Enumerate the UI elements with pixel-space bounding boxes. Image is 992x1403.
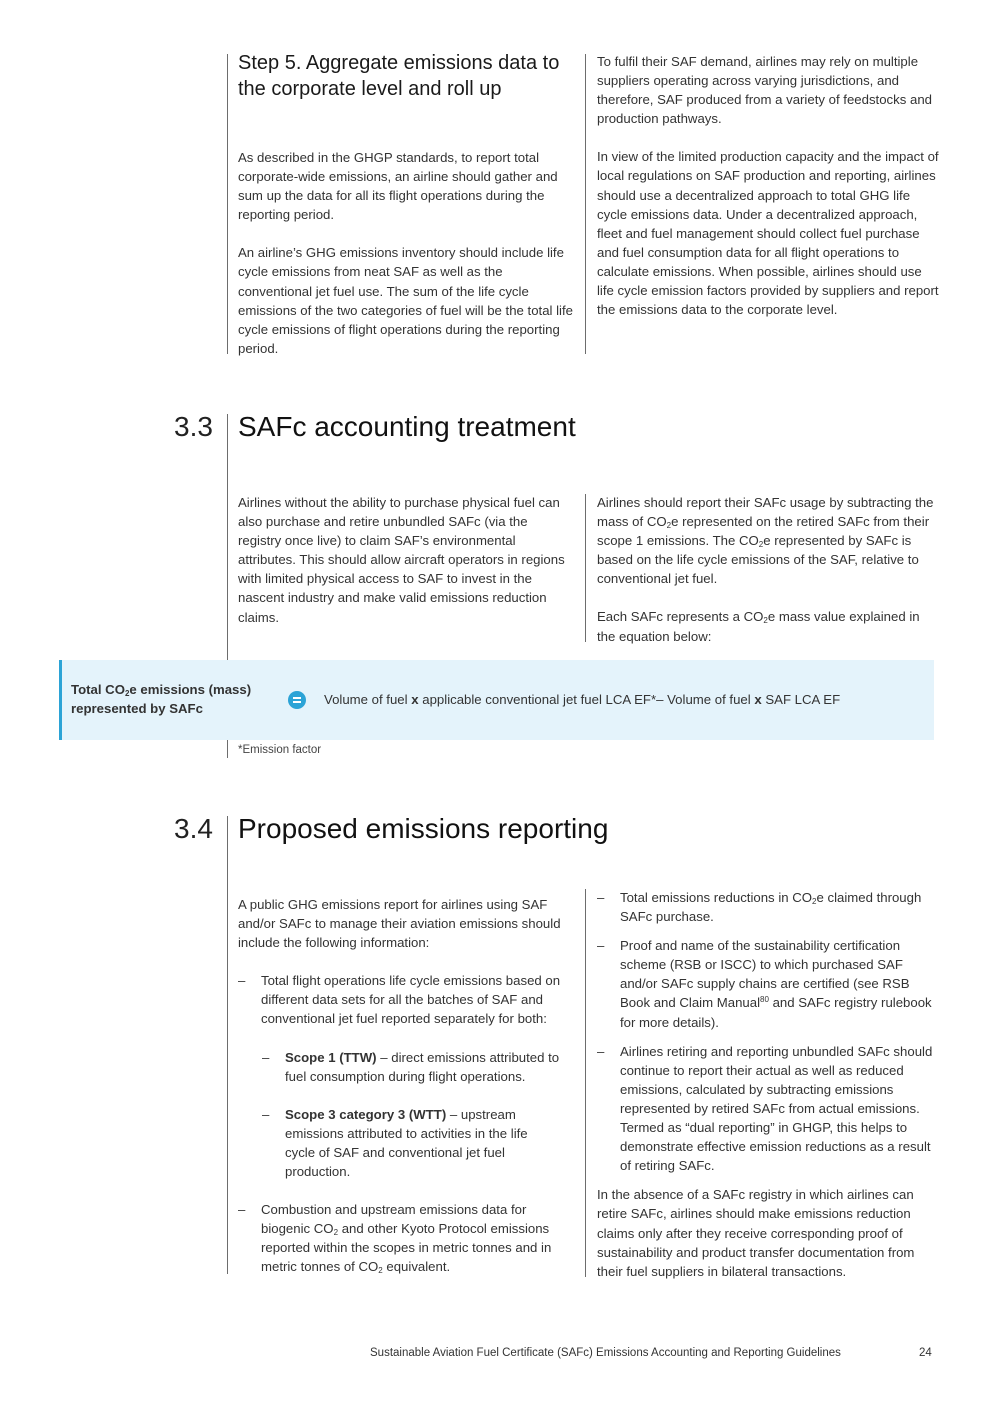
section-number: 3.3 [174, 411, 213, 442]
footnote: *Emission factor [238, 744, 322, 756]
footer-title: Sustainable Aviation Fuel Certificate (SAFc) Emissions Accounting and Reporting Guidelines [370, 1347, 841, 1359]
equation-formula: Volume of fuel x applicable conventional jet fuel LCA EF*– Volume of fuel x SAF LCA EF [324, 692, 841, 707]
section-number: 3.4 [174, 813, 213, 844]
section-title: SAFc accounting treatment [238, 411, 576, 442]
footnote-rule [227, 740, 228, 758]
equation-label: Total $CO_2e$ emissions (mass) represented by SAFc [71, 682, 252, 716]
list-item: – Proof and name of the sustainability certification scheme (RSB or ISCC) to which purchased SAF and/or SAFc supply chains are certified (see RSB Book and Claim Manual$^{80}$ and SAFc registry rulebook for more details). [597, 938, 932, 1030]
step5-heading: Step 5. Aggregate emissions data to the corporate level and roll up [238, 52, 560, 100]
section34-right-rule [585, 889, 586, 1277]
section33-right-rule [585, 494, 586, 642]
paragraph: As described in the GHGP standards, to report total corporate-wide emissions, an airline should gather and sum up the data for all its flight operations during the reporting period. [238, 150, 558, 223]
section33-left-rule [227, 414, 228, 660]
paragraph: A public GHG emissions report for airlines using SAF and/or SAFc to manage their aviation emissions should include the following information: [238, 897, 561, 951]
paragraph: Airlines without the ability to purchase physical fuel can also purchase and retire unbundled SAFc (via the registry once live) to claim SAF’s environmental attributes. This should allow aircraft operators in regions with limited physical access to SAF to invest in the nascent industry and make valid emissions reduction claims. [238, 495, 565, 625]
equation-box [59, 660, 934, 740]
section-title: Proposed emissions reporting [238, 813, 609, 844]
equals-icon [288, 691, 306, 709]
section34-left-column [238, 895, 578, 1277]
section34-left-rule [227, 816, 228, 1274]
page-number: 24 [919, 1347, 932, 1359]
list-item: – Total flight operations life cycle emissions based on different data sets for all the batches of SAF and conventional jet fuel reported separately for both: [238, 973, 561, 1027]
step5-right-rule [585, 54, 586, 354]
list-item: – Scope 3 category 3 (WTT) – upstream emissions attributed to activities in the life cycle of SAF and conventional jet fuel production. [262, 1106, 528, 1180]
list-item: – Scope 1 (TTW) – direct emissions attributed to fuel consumption during flight operations. [262, 1049, 560, 1084]
paragraph: Airlines should report their SAFc usage by subtracting the mass of $CO_2e$ represented on the retired SAFc from their scope 1 emissions. The $CO_2e$ represented by SAFc is based on the life cycle emissions of the SAF, relative to conventional jet fuel. [597, 495, 934, 587]
section33-left-column [238, 493, 573, 627]
paragraph: In view of the limited production capacity and the impact of local regulations on SAF production and reporting, airlines should use a decentralized approach to total GHG life cycle emissions data. Under a decentralized approach, fleet and fuel management should collect fuel purchase and fuel consumption data for all flight operations to calculate emissions. When possible, airlines should use life cycle emission factors provided by suppliers and report the emissions data to the corporate level. [597, 149, 939, 318]
paragraph: In the absence of a SAFc registry in which airlines can retire SAFc, airlines should make emissions reduction claims only after they receive corresponding proof of sustainability and product transfer documentation from their fuel suppliers in bilateral transactions. [597, 1187, 915, 1279]
list-item: – Combustion and upstream emissions data for biogenic $CO_2$ and other Kyoto Protocol emissions reported within the scopes in metric tonnes and in metric tonnes of $CO_2$ equivalent. [238, 1202, 552, 1276]
section34-right-column [597, 888, 939, 1281]
list-item: – Airlines retiring and reporting unbundled SAFc should continue to report their actual as well as reduced emissions, calculated by subtracting emissions represented by retired SAFc from actual emissions. Termed as “dual reporting” in GHGP, this helps to demonstrate effective emission reductions as a result of retiring SAFc. [597, 1043, 933, 1174]
paragraph: To fulfil their SAF demand, airlines may rely on multiple suppliers operating across varying jurisdictions, and therefore, SAF produced from a variety of feedstocks and production pathways. [597, 54, 932, 127]
step5-left-rule [227, 54, 228, 354]
step5-right-column [597, 52, 939, 338]
paragraph: An airline’s GHG emissions inventory should include life cycle emissions from neat SAF as well as the conventional jet fuel use. The sum of the life cycle emissions of the two categories of fuel will be the total life cycle emissions of flight operations during the reporting period. [238, 245, 573, 356]
step5-left-column [238, 148, 578, 377]
section33-right-column [597, 493, 939, 646]
list-item: – Total emissions reductions in $CO_2e$ claimed through SAFc purchase. [597, 890, 922, 925]
paragraph: Each SAFc represents a $CO_2e$ mass value explained in the equation below: [597, 609, 920, 644]
